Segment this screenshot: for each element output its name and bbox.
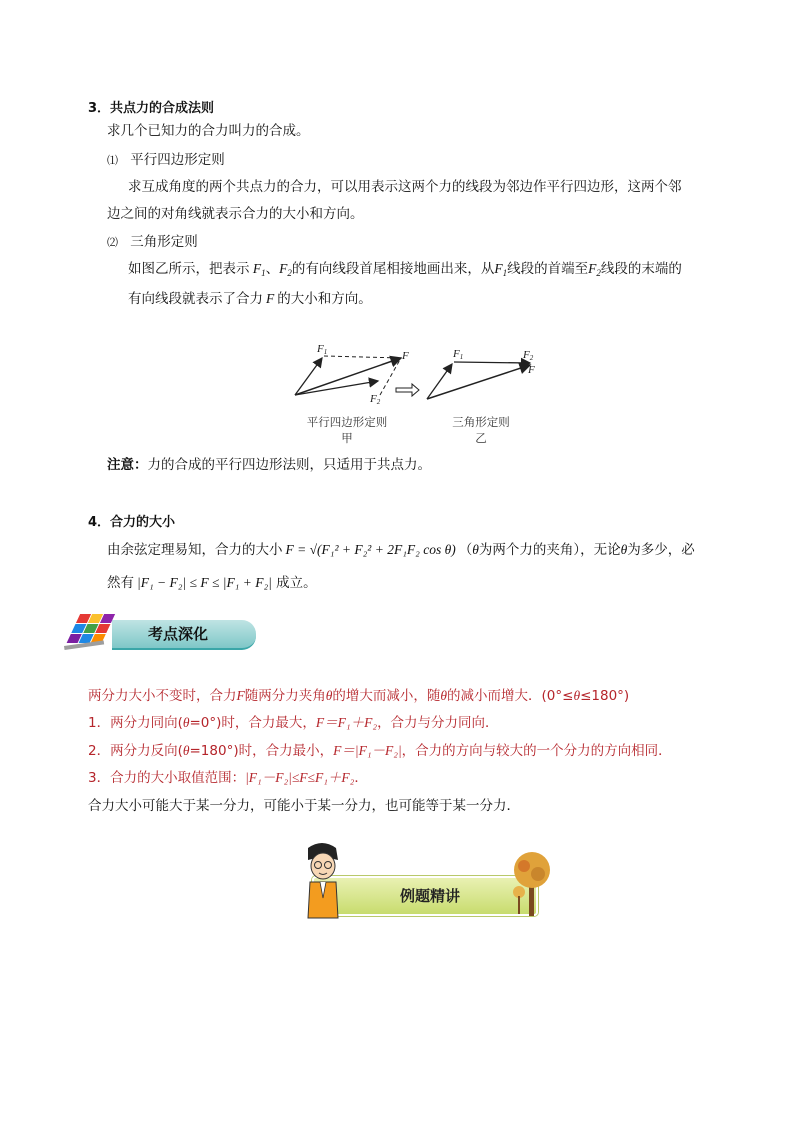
banner-label: 例题精讲	[400, 887, 461, 905]
note-text: 力的合成的平行四边形法则，只适用于共点力。	[147, 457, 431, 473]
deep-intro: 两分力大小不变时，合力F随两分力夹角θ的增大而减小，随θ的减小而增大．(0°≤θ≤180°)	[88, 688, 630, 704]
label-f1-left: F1	[317, 343, 328, 356]
formula-min: F＝|F₁－F₂|	[333, 743, 402, 758]
symbol-f1: $F_1$	[252, 261, 266, 278]
vector-f2-left	[295, 381, 378, 395]
vector-f-right	[427, 365, 530, 399]
section-4-title: 4．合力的大小	[88, 515, 176, 530]
symbol-theta: θ	[472, 542, 479, 557]
autumn-tree-icon	[510, 848, 554, 918]
sub1-number: ⑴	[107, 154, 118, 167]
caption-right-title: 三角形定则	[452, 415, 510, 429]
sub2-sep: 、	[265, 261, 280, 277]
label-f-left: F	[402, 350, 409, 362]
deep-closing: 合力大小可能大于某一分力，可能小于某一分力，也可能等于某一分力．	[88, 798, 520, 814]
teacher-cartoon-icon	[300, 838, 350, 922]
caption-left-title: 平行四边形定则	[306, 415, 388, 429]
sub2-title: 三角形定则	[130, 234, 198, 250]
sub2-heading	[107, 232, 198, 253]
dashed-side-top	[324, 356, 401, 358]
transition-arrow-icon	[396, 384, 419, 396]
sub1-heading	[107, 150, 225, 171]
section-4-line1: 由余弦定理易知，合力的大小 F = √(F₁² + F₂² + 2F₁F₂ cos θ) （θ为两个力的夹角），无论θ为多少，必	[107, 542, 695, 558]
label-f2-left: F2	[370, 393, 381, 406]
caption-left	[292, 414, 402, 446]
key-points-banner	[60, 610, 260, 660]
formula-range: |F₁－F₂|≤F≤F₁＋F₂	[245, 770, 355, 785]
symbol-f2: $F_2$	[279, 261, 292, 278]
sub1-line1: 求互成角度的两个共点力的合力，可以用表示这两个力的线段为邻边作平行四边形，这两个邻	[128, 179, 682, 195]
sub2-text: 线段的首端至	[507, 261, 589, 277]
vector-f1-left	[295, 358, 322, 395]
sub2-text: 如图乙所示，把表示	[128, 261, 250, 277]
deep-item-3: 3．合力的大小取值范围：|F₁－F₂|≤F≤F₁＋F₂．	[88, 770, 368, 786]
sub2-text: 线段的末端的	[600, 261, 682, 277]
caption-right-label: 乙	[475, 431, 487, 445]
deep-item-1: 1．两分力同向(θ=0°)时，合力最大，F＝F₁＋F₂，合力与分力同向．	[88, 715, 499, 731]
symbol-theta: θ	[440, 688, 448, 703]
label-f-right: F	[528, 364, 535, 376]
symbol-f2: $F_2$	[588, 261, 601, 278]
label-f2-right: F2	[523, 349, 534, 362]
examples-banner	[300, 838, 552, 922]
label-f1-right: F1	[453, 348, 464, 361]
note	[107, 455, 431, 475]
sub1-title: 平行四边形定则	[130, 152, 225, 168]
symbol-f1: $F_1$	[494, 261, 508, 278]
section-3-intro: 求几个已知力的合力叫力的合成。	[107, 123, 310, 139]
resultant-formula: F = √(F₁² + F₂² + 2F₁F₂ cos θ)	[285, 542, 456, 557]
vector-f2-right	[454, 362, 530, 363]
caption-left-label: 甲	[341, 431, 353, 445]
color-cube-icon	[60, 610, 120, 660]
symbol-theta: θ	[573, 688, 581, 703]
sub2-text: 的有向线段首尾相接地画出来，从	[291, 261, 495, 277]
section-4-line2: 然有 |F₁ − F₂| ≤ F ≤ |F₁ + F₂| 成立。	[107, 575, 317, 591]
formula-max: F＝F₁＋F₂	[315, 715, 378, 730]
sub1-line2: 边之间的对角线就表示合力的大小和方向。	[107, 206, 364, 222]
sub2-line2: 有向线段就表示了合力 F 的大小和方向。	[128, 291, 372, 307]
banner-label: 考点深化	[148, 625, 209, 643]
section-3-title: 3．共点力的合成法则	[88, 101, 215, 116]
sub2-line1	[128, 259, 682, 283]
inequality-formula: |F₁ − F₂| ≤ F ≤ |F₁ + F₂|	[137, 575, 272, 590]
note-label: 注意：	[107, 457, 148, 473]
vector-f1-right	[427, 364, 452, 399]
deep-item-2: 2．两分力反向(θ=180°)时，合力最小，F＝|F₁－F₂|，合力的方向与较大的一个分力的方向相同．	[88, 743, 672, 759]
sub2-number: ⑵	[107, 236, 118, 249]
symbol-theta: θ	[620, 542, 628, 557]
symbol-f: F	[236, 688, 245, 703]
symbol-f: F	[266, 291, 275, 306]
symbol-theta: θ	[325, 688, 333, 703]
vector-f-left	[295, 358, 401, 395]
caption-right	[426, 414, 536, 446]
